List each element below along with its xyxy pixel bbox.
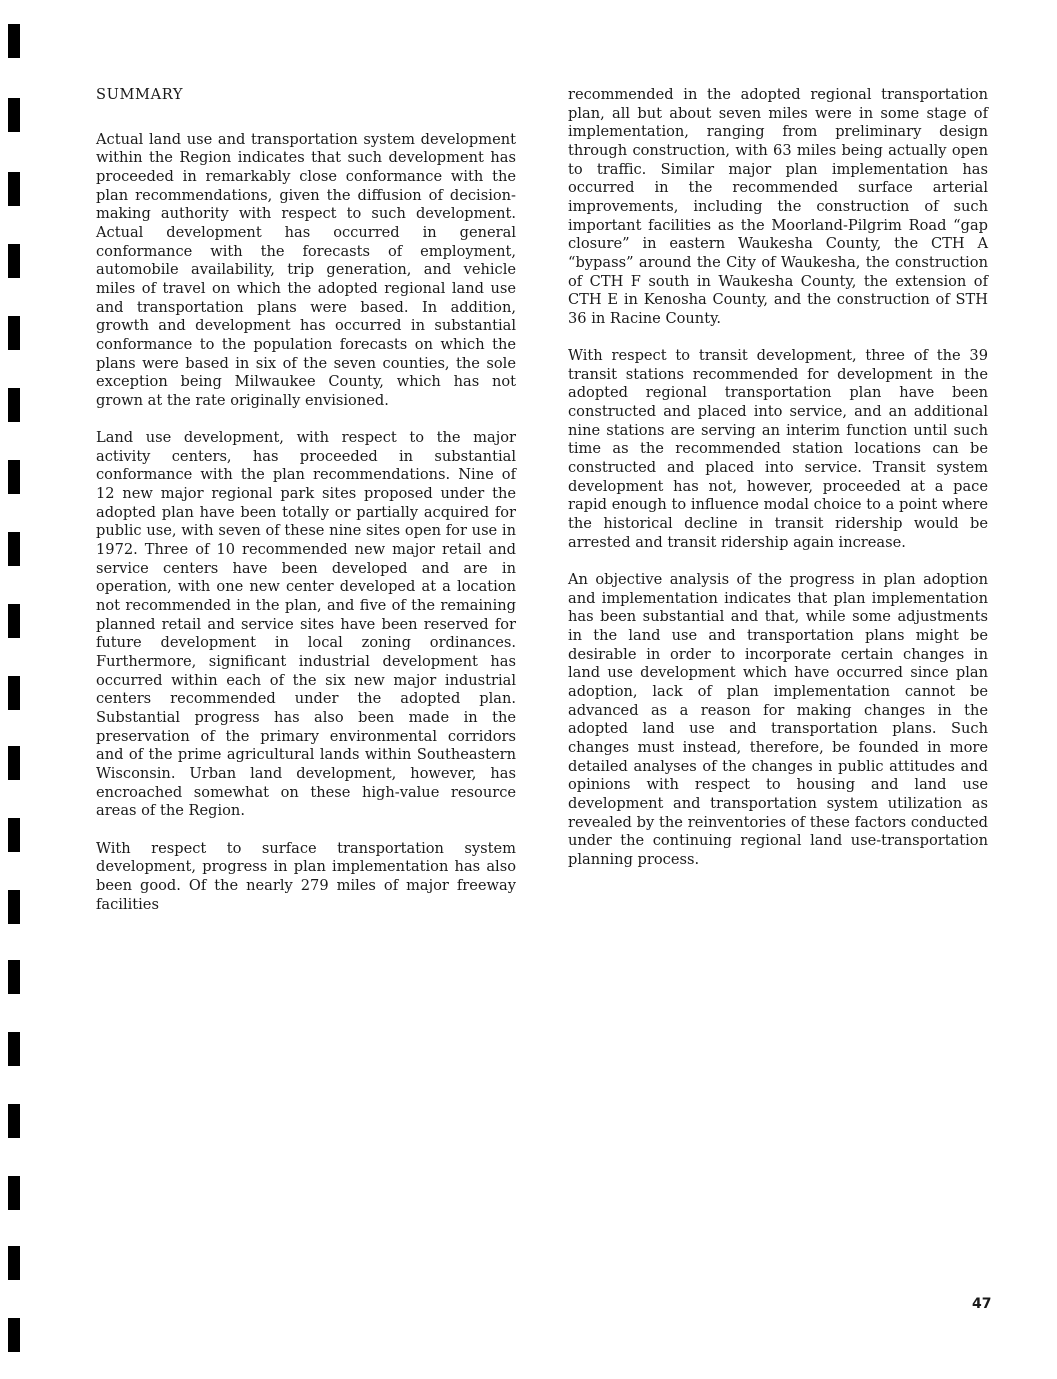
page-number: 47 (972, 1296, 992, 1312)
binding-mark (8, 1318, 20, 1352)
binding-mark (8, 746, 20, 780)
right-column (568, 86, 988, 888)
binding-mark (8, 604, 20, 638)
paragraph: recommended in the adopted regional transportation plan, all but about seven miles were in some stage of implementation, ranging from preliminary design through construction, with 63 miles being actually open to traffic. Similar major plan implementation has occurred in the recommended surface arterial improvements, including the construction of such important facilities as the Moorland-Pilgrim Road “gap closure” in eastern Waukesha County, the CTH A “bypass” around the City of Waukesha, the construction of CTH F south in Waukesha County, the extension of CTH E in Kenosha County, and the construction of STH 36 in Racine County. (568, 86, 988, 327)
binding-mark (8, 890, 20, 924)
binding-mark (8, 460, 20, 494)
binding-mark (8, 388, 20, 422)
binding-marks (8, 0, 22, 1379)
section-heading: SUMMARY (96, 86, 184, 103)
binding-mark (8, 818, 20, 852)
paragraph: An objective analysis of the progress in plan adoption and implementation indicates that plan implementation has been substantial and that, while some adjustments in the land use and transportation plans might be desirable in order to incorporate certain changes in land use development which have occurred since plan adoption, lack of plan implementation cannot be advanced as a reason for making changes in the adopted land use and transportation plans. Such changes must instead, therefore, be founded in more detailed analyses of the changes in public attitudes and opinions with respect to housing and land use development and transportation system utilization as revealed by the reinventories of these factors conducted under the continuing regional land use-transportation planning process. (568, 571, 988, 868)
binding-mark (8, 1032, 20, 1066)
binding-mark (8, 172, 20, 206)
paragraph: Land use development, with respect to the major activity centers, has proceeded in substantial conformance with the plan recommendations. Nine of 12 new major regional park sites proposed under the adopted plan have been totally or partially acquired for public use, with seven of these nine sites open for use in 1972. Three of 10 recommended new major retail and service centers have been developed and are in operation, with one new center developed at a location not recommended in the plan, and five of the remaining planned retail and service sites have been reserved for future development in local zoning ordinances. Furthermore, significant industrial development has occurred within each of the six new major industrial centers recommended under the adopted plan. Substantial progress has also been made in the preservation of the primary environmental corridors and of the prime agricultural lands within Southeastern Wisconsin. Urban land development, however, has encroached somewhat on these high-value resource areas of the Region. (96, 429, 516, 820)
binding-mark (8, 98, 20, 132)
left-column (96, 86, 516, 933)
binding-mark (8, 532, 20, 566)
binding-mark (8, 244, 20, 278)
binding-mark (8, 1104, 20, 1138)
binding-mark (8, 316, 20, 350)
binding-mark (8, 676, 20, 710)
binding-mark (8, 960, 20, 994)
paragraph: With respect to transit development, three of the 39 transit stations recommended for development in the adopted regional transportation plan have been constructed and placed into service, and an additional nine stations are serving an interim function until such time as the recommended station locations can be constructed and placed into service. Transit system development has not, however, proceeded at a pace rapid enough to influence modal choice to a point where the historical decline in transit ridership would be arrested and transit ridership again increase. (568, 347, 988, 551)
binding-mark (8, 1176, 20, 1210)
binding-mark (8, 1246, 20, 1280)
paragraph: With respect to surface transportation system development, progress in plan implementation has also been good. Of the nearly 279 miles of major freeway facilities (96, 839, 516, 913)
paragraph: Actual land use and transportation system development within the Region indicates that such development has proceeded in remarkably close conformance with the plan recommendations, given the diffusion of decision-making authority with respect to such development. Actual development has occurred in general conformance with the forecasts of employment, automobile availability, trip generation, and vehicle miles of travel on which the adopted regional land use and transportation plans were based. In addition, growth and development has occurred in substantial conformance to the population forecasts on which the plans were based in six of the seven counties, the sole exception being Milwaukee County, which has not grown at the rate originally envisioned. (96, 130, 516, 409)
binding-mark (8, 24, 20, 58)
